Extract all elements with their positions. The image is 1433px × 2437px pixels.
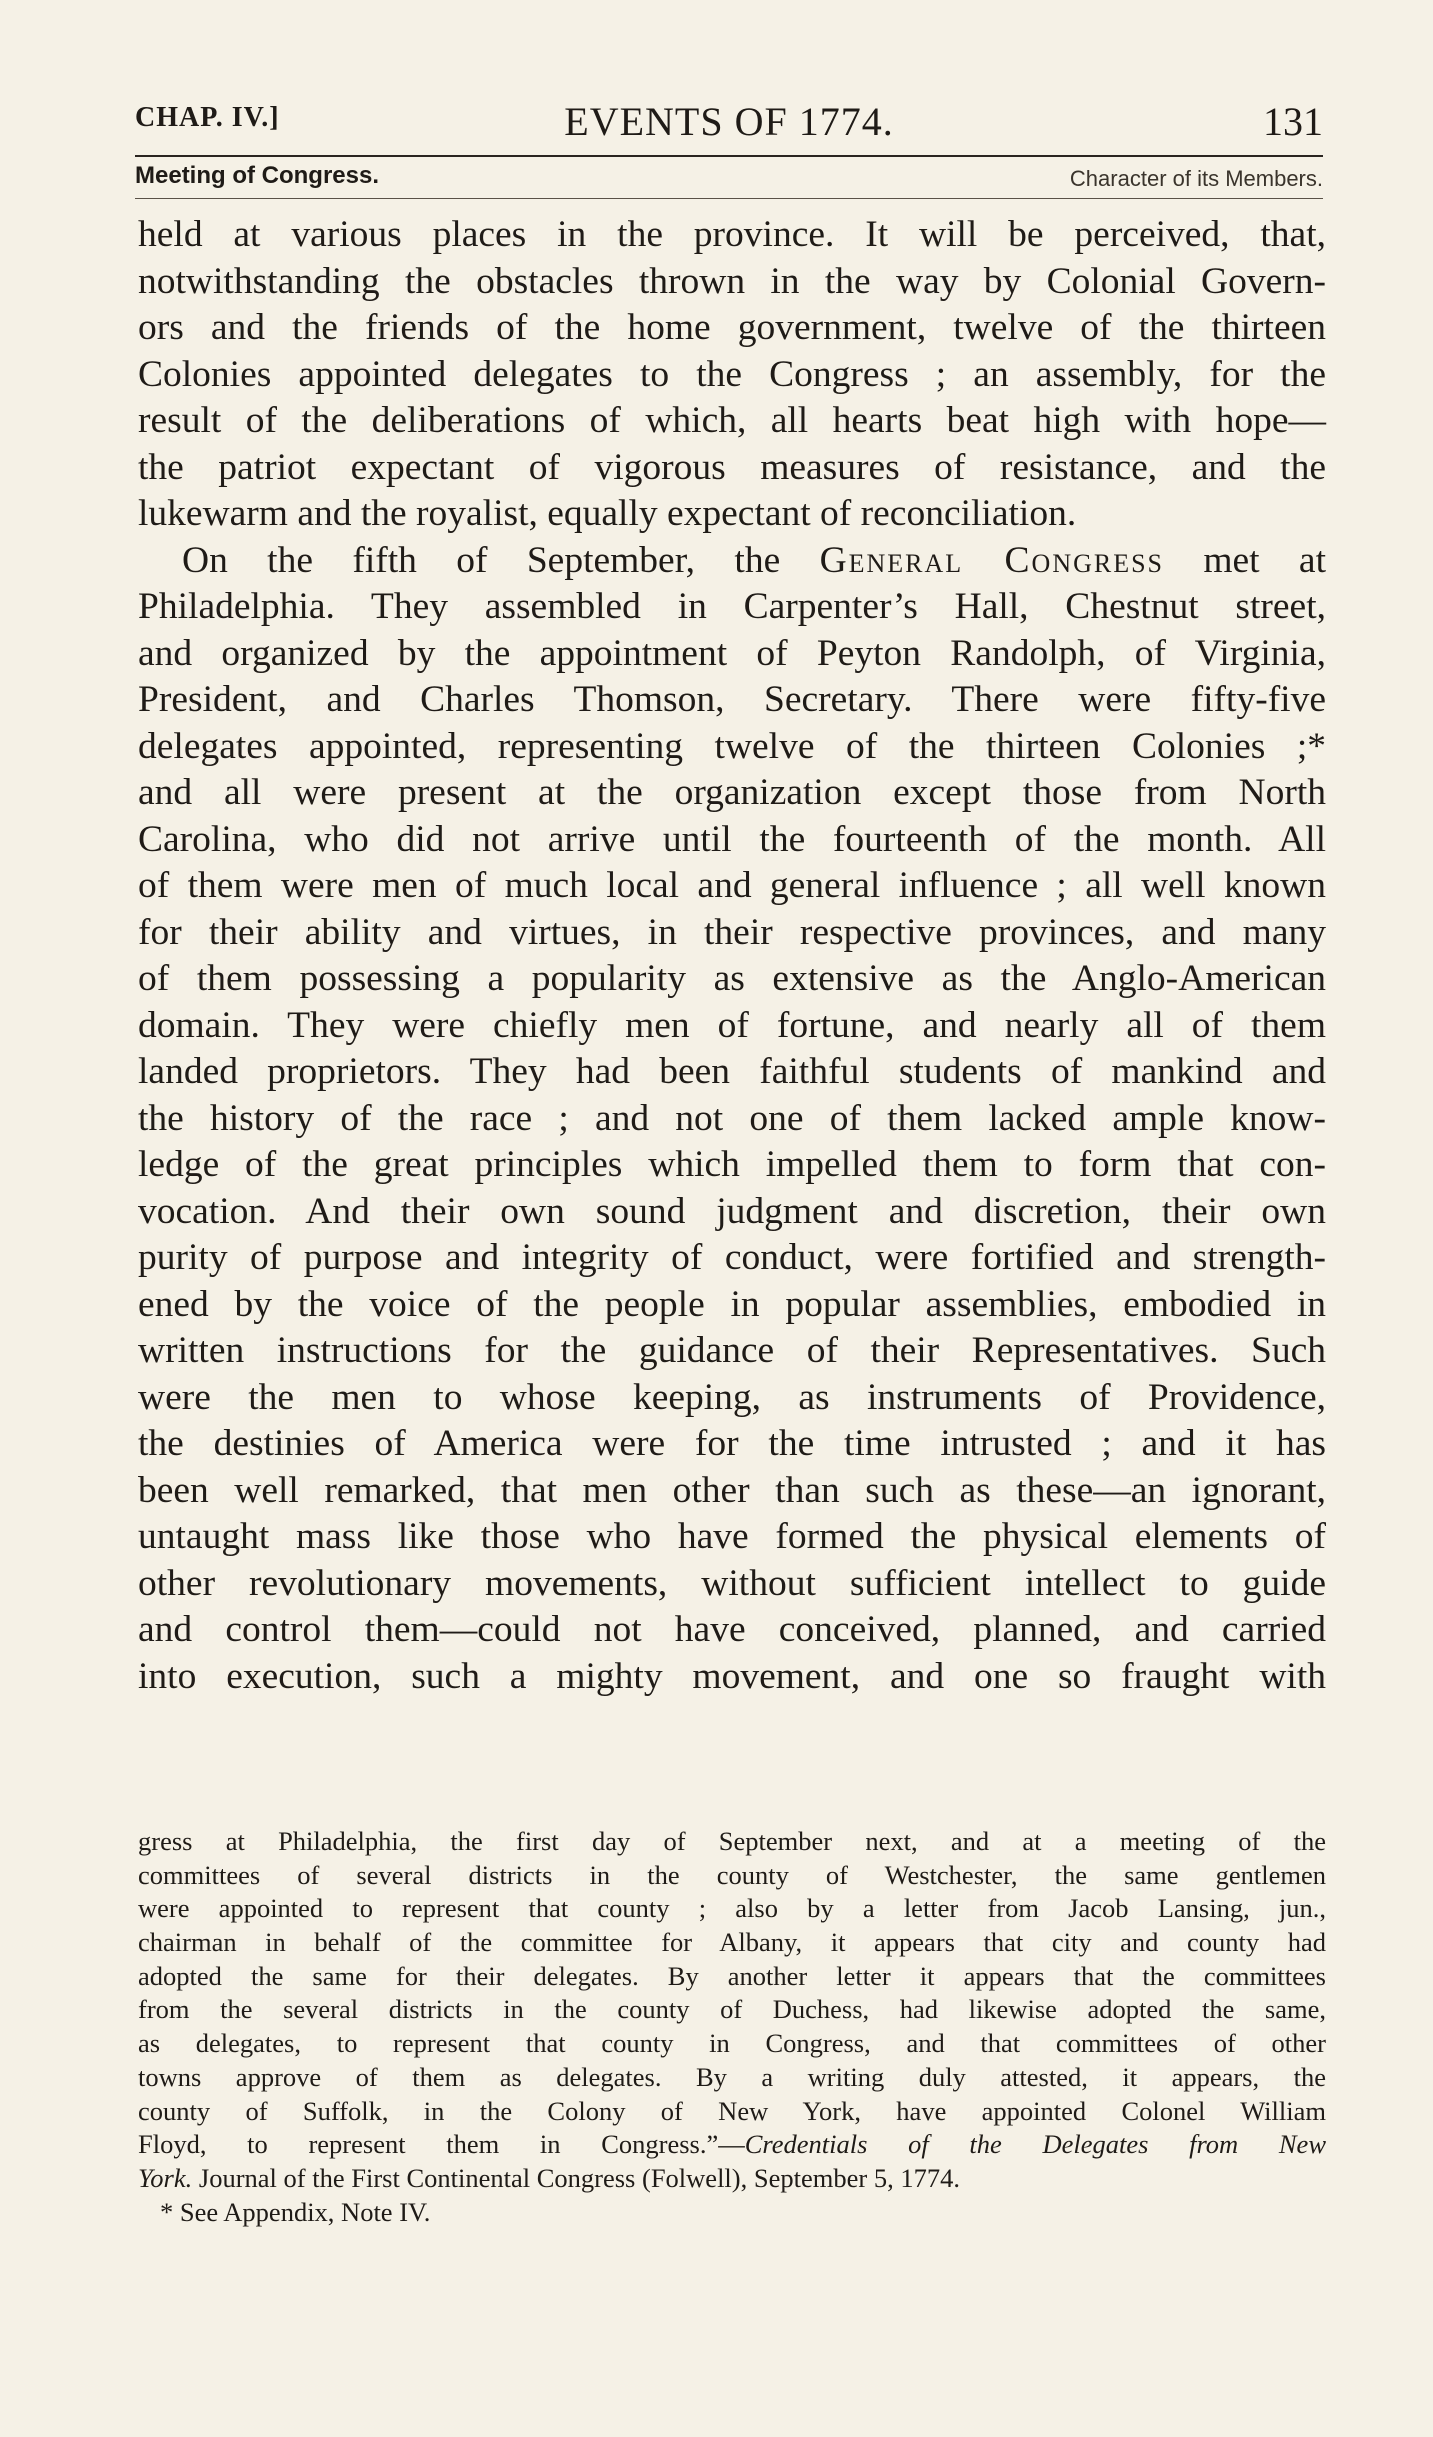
subhead-rule [135, 198, 1323, 199]
text-line: been well remarked, that men other than such as these—an ignorant, [138, 1469, 1326, 1511]
text-segment: Floyd, to represent them in Congress.”— [138, 2129, 745, 2160]
text-line: and organized by the appointment of Peyton Randolph, of Virginia, [138, 632, 1326, 674]
text-line: the history of the race ; and not one of them lacked ample know- [138, 1097, 1326, 1139]
footnote-line: towns approve of them as delegates. By a writing duly attested, it appears, the [138, 2061, 1326, 2092]
running-head [135, 98, 1323, 150]
footnote-line: were appointed to represent that county ; also by a letter from Jacob Lansing, jun., [138, 1893, 1326, 1924]
text-line: written instructions for the guidance of their Representatives. Such [138, 1330, 1326, 1371]
footnote-line: gress at Philadelphia, the first day of September next, and at a meeting of the [138, 1826, 1326, 1856]
header-rule [135, 155, 1323, 157]
text-line: held at various places in the province. It will be perceived, that, [138, 214, 1326, 255]
text-line: ledge of the great principles which impelled them to form that con- [138, 1144, 1326, 1185]
text-line: ened by the voice of the people in popular assemblies, embodied in [138, 1283, 1326, 1325]
text-line: for their ability and virtues, in their respective provinces, and many [138, 911, 1326, 953]
small-caps-term: General Congress [819, 539, 1165, 581]
subhead-right: Character of its Members. [1069, 166, 1323, 191]
footnote-line: chairman in behalf of the committee for Albany, it appears that city and county had [138, 1927, 1326, 1958]
text-segment: On the fifth of September, the [182, 539, 781, 581]
footnote-line: adopted the same for their delegates. By another letter it appears that the committees [138, 1960, 1326, 1991]
text-line: untaught mass like those who have formed the physical elements of [138, 1516, 1326, 1557]
text-line: the patriot expectant of vigorous measures of resistance, and the [138, 446, 1326, 488]
text-line: other revolutionary movements, without sufficient intellect to guide [138, 1562, 1326, 1604]
appendix-note: * See Appendix, Note IV. [160, 2196, 431, 2227]
footnote-line: as delegates, to represent that county in Congress, and that committees of other [138, 2028, 1326, 2059]
main-text [138, 212, 1326, 1700]
page-number: 131 [1263, 99, 1323, 144]
footnote-line: committees of several districts in the county of Westchester, the same gentlemen [138, 1859, 1326, 1890]
citation-title: Credentials of the Delegates from New [744, 2129, 1326, 2160]
text-line: were the men to whose keeping, as instruments of Providence, [138, 1376, 1326, 1418]
footnote-line [138, 2128, 1326, 2162]
text-line: President, and Charles Thomson, Secretary. There were fifty-five [138, 679, 1326, 720]
footnote-line: from the several districts in the county of Duchess, had likewise adopted the same, [138, 1994, 1326, 2025]
text-line: domain. They were chiefly men of fortune, and nearly all of them [138, 1004, 1326, 1046]
text-line: ors and the friends of the home government, twelve of the thirteen [138, 307, 1326, 348]
chapter-label: CHAP. IV.] [135, 102, 280, 133]
footnote-line [138, 2162, 1326, 2196]
page-title: EVENTS OF 1774. [564, 99, 894, 144]
text-line: delegates appointed, representing twelve of the thirteen Colonies ;* [138, 725, 1326, 767]
text-line: into execution, such a mighty movement, and one so fraught with [138, 1655, 1326, 1697]
subhead-left: Meeting of Congress. [135, 162, 380, 189]
footnotes [138, 1825, 1326, 2229]
text-segment: Journal of the First Continental Congress (Folwell), September 5, 1774. [192, 2162, 960, 2193]
text-line: and all were present at the organization except those from North [138, 772, 1326, 813]
text-segment: met at [1203, 539, 1326, 581]
text-line: vocation. And their own sound judgment and discretion, their own [138, 1190, 1326, 1232]
text-line: landed proprietors. They had been faithful students of mankind and [138, 1051, 1326, 1092]
text-line: of them possessing a popularity as extensive as the Anglo-American [138, 958, 1326, 999]
marginal-subheads [135, 162, 1323, 196]
text-line: purity of purpose and integrity of conduct, were fortified and strength- [138, 1237, 1326, 1278]
text-line: notwithstanding the obstacles thrown in the way by Colonial Govern- [138, 260, 1326, 302]
text-line: Philadelphia. They assembled in Carpenter’s Hall, Chestnut street, [138, 586, 1326, 627]
footnote-line: county of Suffolk, in the Colony of New York, have appointed Colonel William [138, 2095, 1326, 2126]
text-line: the destinies of America were for the time intrusted ; and it has [138, 1423, 1326, 1464]
text-line: Colonies appointed delegates to the Congress ; an assembly, for the [138, 353, 1326, 395]
text-line: and control them—could not have conceived, planned, and carried [138, 1609, 1326, 1650]
text-line: Carolina, who did not arrive until the fourteenth of the month. All [138, 818, 1326, 860]
text-line: lukewarm and the royalist, equally expectant of reconciliation. [138, 493, 1077, 534]
citation-title: York. [138, 2162, 193, 2193]
paragraph-start-line [138, 538, 1326, 585]
text-line: of them were men of much local and general influence ; all well known [138, 865, 1326, 906]
text-line: result of the deliberations of which, all hearts beat high with hope— [138, 400, 1326, 441]
